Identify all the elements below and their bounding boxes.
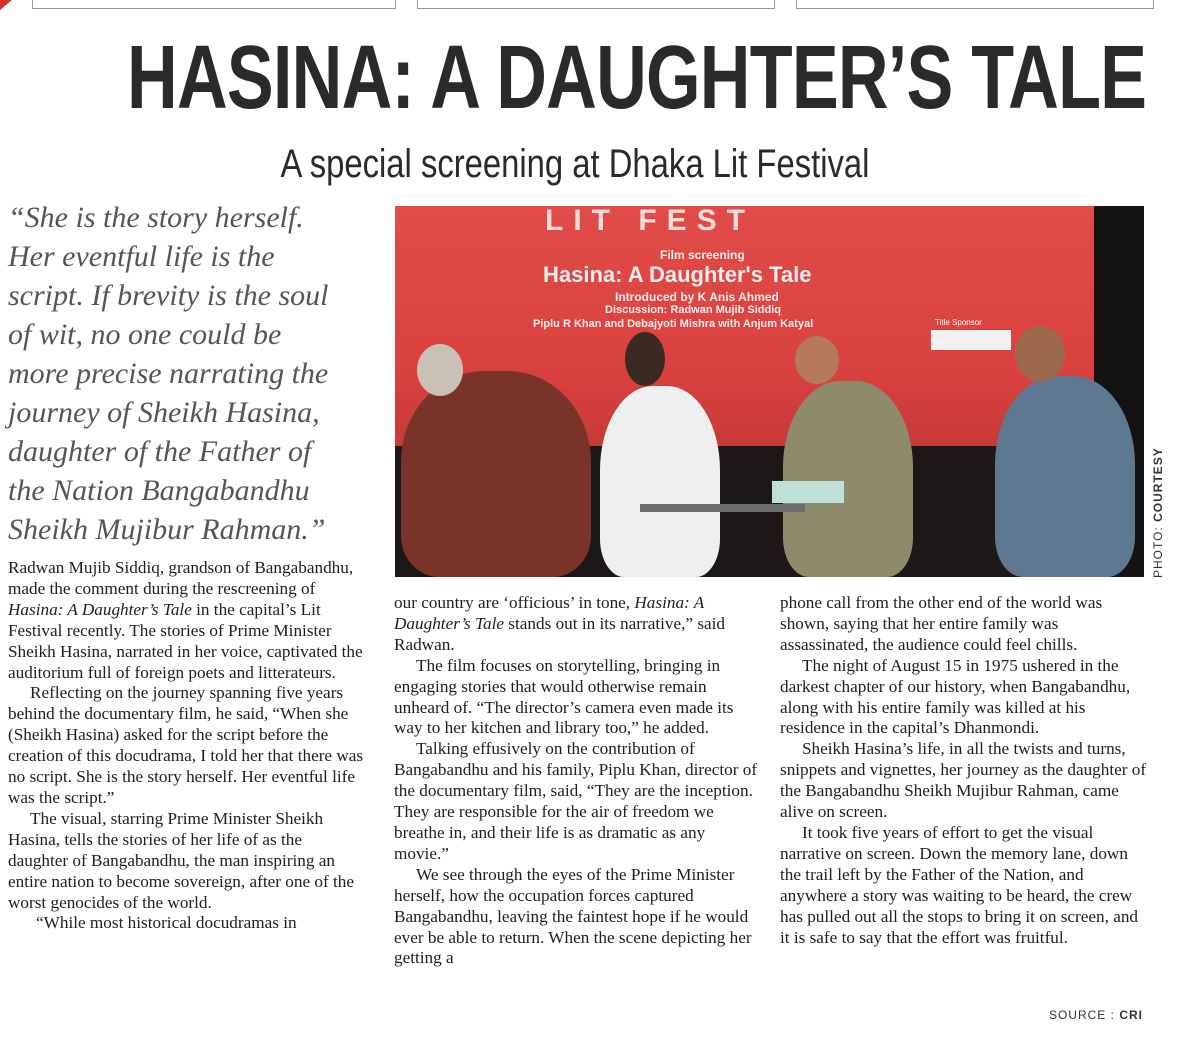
- pull-quote: [8, 198, 378, 549]
- panelist-four: [995, 376, 1135, 577]
- event-photo: [395, 206, 1144, 577]
- pull-quote-line: of wit, no one could be: [8, 318, 282, 351]
- article-paragraph: It took five years of effort to get the visual narrative on screen. Down the memory lane, down the trail left by the Father of the Nation, and anywhere a story was waiting to be heard, the crew has pulled out all the stops to bring it on screen, and it is safe to say that the effort was fruitful.: [780, 822, 1139, 947]
- coffee-table: [640, 504, 805, 512]
- article-paragraph: [394, 593, 764, 656]
- article-paragraph: Reflecting on the journey spanning five years behind the documentary film, he said, “When she (Sheikh Hasina) asked for the script before the creation of this docudrama, I told her that there was no script. She is the story herself. Her eventful life was the script.”: [8, 683, 364, 807]
- top-box: [796, 0, 1154, 9]
- sponsor-label: Title Sponsor: [935, 318, 982, 327]
- article-column-1: [8, 558, 364, 934]
- article-paragraph: Talking effusively on the contribution of Bangabandhu and his family, Piplu Khan, director of the documentary film, said, “They are the inception. They are responsible for the air of freedom we breathe in, and their life is as dramatic as any movie.”: [394, 739, 758, 863]
- pull-quote-line: script. If brevity is the soul: [8, 279, 329, 312]
- article-paragraph: We see through the eyes of the Prime Minister herself, how the occupation forces captured Bangabandhu, leaving the faintest hope if he would ever be able to return. When the scene depicting her getting a: [394, 864, 752, 968]
- screen-text: Introduced by K Anis Ahmed: [615, 290, 779, 304]
- screen-text: Film screening: [660, 248, 745, 262]
- screen-title: LIT FEST: [545, 206, 755, 237]
- pull-quote-line: the Nation Bangabandhu: [8, 474, 310, 507]
- pull-quote-line: “She is the story herself.: [8, 201, 304, 234]
- panelist-head: [1015, 326, 1065, 382]
- film-title: Hasina: A Daughter’s Tale: [394, 593, 704, 633]
- top-box: [417, 0, 775, 9]
- panelist-moderator: [401, 371, 591, 577]
- film-title: Hasina: A Daughter’s Tale: [8, 599, 192, 619]
- article-paragraph: [8, 558, 364, 683]
- article-paragraph: The visual, starring Prime Minister Sheikh Hasina, tells the stories of her life of as the daughter of Bangabandhu, the man inspiring an entire nation to become sovereign, after one of the worst genocides of the world.: [8, 808, 354, 912]
- top-strip: [0, 0, 1185, 12]
- photo-credit-prefix: PHOTO:: [1151, 526, 1165, 578]
- panelist-head: [417, 344, 463, 396]
- section-marker: [0, 0, 12, 10]
- article-column-2: [394, 593, 764, 969]
- top-box: [32, 0, 396, 9]
- article-paragraph: The night of August 15 in 1975 ushered in the darkest chapter of our history, when Bangabandhu, along with his entire family was killed at his residence in the capital’s Dhanmondi.: [780, 655, 1131, 738]
- subheadline: A special screening at Dhaka Lit Festival: [280, 142, 870, 186]
- panelist-two: [600, 386, 720, 577]
- paragraph-text: stands out in its narrative,” said Radwan.: [394, 613, 726, 654]
- pull-quote-line: daughter of the Father of: [8, 435, 312, 468]
- tissue-box: [772, 481, 844, 503]
- paragraph-text: Radwan Mujib Siddiq, grandson of Bangabandhu, made the comment during the rescreening of: [8, 558, 354, 598]
- panelist-three: [783, 381, 913, 577]
- panelist-head: [625, 332, 665, 386]
- article-column-3: [780, 593, 1150, 948]
- screen-text: Piplu R Khan and Debajyoti Mishra with Anjum Katyal: [533, 318, 814, 330]
- screen-text: Hasina: A Daughter's Tale: [543, 262, 812, 287]
- article-paragraph: phone call from the other end of the world was shown, saying that her entire family was assassinated, the audience could feel chills.: [780, 593, 1103, 654]
- pull-quote-line: Sheikh Mujibur Rahman.”: [8, 513, 326, 546]
- headline: HASINA: A DAUGHTER’S TALE: [127, 28, 1147, 128]
- article-paragraph: Sheikh Hasina’s life, in all the twists and turns, snippets and vignettes, her journey as the daughter of the Bangabandhu Sheikh Mujibur Rahman, came alive on screen.: [780, 739, 1147, 822]
- paragraph-text: our country are ‘officious’ in tone,: [394, 593, 635, 612]
- pull-quote-line: journey of Sheikh Hasina,: [8, 396, 320, 429]
- paragraph-text: in the capital’s Lit Festival recently. The stories of Prime Minister Sheikh Hasina, narrated in her voice, captivated the auditorium full of foreign poets and litterateurs.: [8, 599, 363, 682]
- source-label: SOURCE :: [1048, 1008, 1115, 1022]
- panelist-head: [795, 336, 839, 384]
- article-paragraph: The film focuses on storytelling, bringing in engaging stories that would otherwise remain unheard of. “The director’s camera even made its way to her kitchen and library too,” he added.: [394, 655, 734, 738]
- photo-credit-name: COURTESY: [1151, 447, 1165, 522]
- pull-quote-line: more precise narrating the: [8, 357, 329, 390]
- source-name: CRI: [1119, 1008, 1143, 1022]
- pull-quote-line: Her eventful life is the: [8, 240, 275, 273]
- sponsor-logo: [931, 330, 1011, 350]
- article-paragraph: “While most historical docudramas in: [36, 913, 297, 933]
- screen-text: Discussion: Radwan Mujib Siddiq: [605, 304, 782, 316]
- source-credit: [1049, 1008, 1143, 1022]
